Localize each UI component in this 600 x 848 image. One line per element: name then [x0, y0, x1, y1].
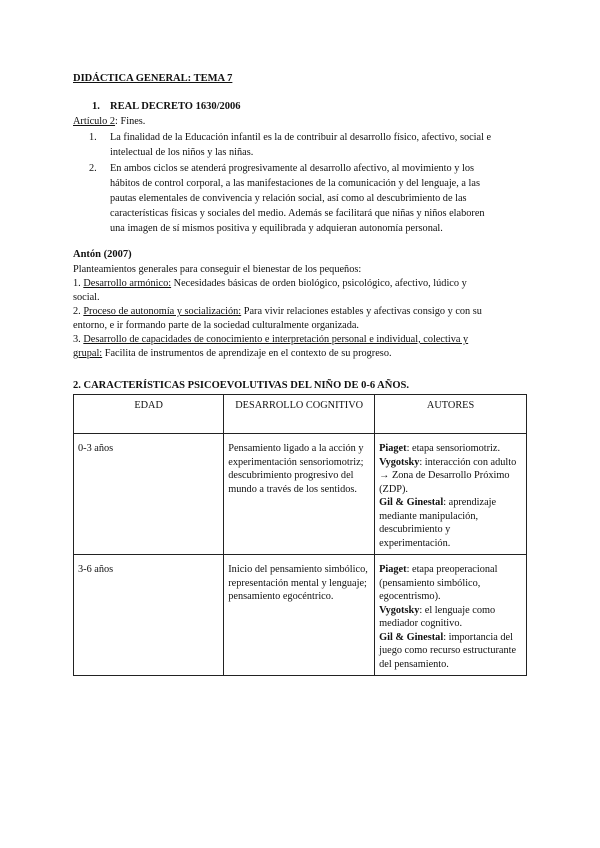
anton-body — [73, 263, 533, 361]
articulo-line — [73, 115, 145, 129]
section-1-number: 1. — [92, 101, 100, 112]
articulo-rest: : Fines. — [115, 116, 146, 127]
header-edad: EDAD — [74, 395, 224, 434]
table-row — [74, 434, 527, 555]
header-autores: AUTORES — [375, 395, 527, 434]
anton-intro: Planteamientos generales para conseguir el bienestar de los pequeños: — [73, 264, 362, 275]
header-desarrollo: DESARROLLO COGNITIVO — [224, 395, 375, 434]
anton-point-continuation: entorno, e ir formando parte de la sociedad culturalmente organizada. — [73, 320, 359, 331]
fines-item-line: características físicas y sociales del medio. Además se facilitará que niñas y niños elaboren — [110, 208, 485, 219]
author-name: Vygotsky — [379, 456, 420, 468]
fines-item-number: 1. — [89, 132, 97, 143]
author-name: Vygotsky — [379, 604, 420, 616]
fines-item-line: En ambos ciclos se atenderá progresivamente al desarrollo afectivo, al movimiento y los — [110, 163, 474, 174]
cell-autores: Piaget: etapa preoperacional (pensamiento simbólico, egocentrismo). Vygotsky: el lenguaje como mediador cognitivo. Gil & Ginestal: importancia del juego como recurso estructurante del pensamiento. — [375, 555, 527, 676]
anton-point-label: Proceso de autonomía y socialización: — [83, 306, 242, 317]
anton-point-1: 1. Desarrollo armónico: Necesidades básicas de orden biológico, psicológico, afectivo, lúdico y — [73, 278, 467, 289]
section-1-heading — [92, 101, 241, 112]
anton-point-continuation: grupal: Facilita de instrumentos de aprendizaje en el contexto de su progreso. — [73, 348, 392, 359]
psicoevolutivas-table — [73, 394, 527, 676]
author-name: Gil & Ginestal — [379, 497, 444, 508]
fines-item-line: una imagen de sí mismos positiva y equilibrada y adquieran autonomía personal. — [110, 223, 443, 234]
section-2-heading: 2. CARACTERÍSTICAS PSICOEVOLUTIVAS DEL NIÑO DE 0-6 AÑOS. — [73, 380, 409, 391]
anton-heading: Antón (2007) — [73, 249, 132, 260]
articulo-label: Artículo 2 — [73, 116, 116, 127]
anton-point-label: grupal: — [73, 348, 103, 359]
fines-item-line: intelectual de los niños y las niñas. — [110, 147, 254, 158]
anton-point-continuation: social. — [73, 292, 100, 303]
fines-item-line: hábitos de control corporal, a las manifestaciones de la comunicación y del lenguaje, a las — [110, 178, 480, 189]
cell-edad: 0-3 años — [74, 434, 224, 555]
author-name: Gil & Ginestal — [379, 631, 444, 643]
author-name: Piaget — [379, 443, 407, 454]
anton-point-label: Desarrollo armónico: — [83, 278, 172, 289]
anton-point-2: 2. Proceso de autonomía y socialización: Para vivir relaciones estables y afectivas consigo y con su — [73, 306, 482, 317]
document-title: DIDÁCTICA GENERAL: TEMA 7 — [73, 73, 233, 84]
fines-item-line: La finalidad de la Educación infantil es la de contribuir al desarrollo físico, afectivo, social e — [110, 132, 492, 143]
cell-edad: 3-6 años — [74, 555, 224, 676]
section-1-title: REAL DECRETO 1630/2006 — [110, 101, 241, 112]
anton-point-label: Desarrollo de capacidades de conocimiento e interpretación personal e individual, colectiva y — [83, 334, 469, 345]
fines-item-line: pautas elementales de convivencia y relación social, así como al descubrimiento de las — [110, 193, 467, 204]
cell-autores: Piaget: etapa sensoriomotriz. Vygotsky: interacción con adulto → Zona de Desarrollo Próximo (ZDP). Gil & Ginestal: aprendizaje mediante manipulación, descubrimiento y experimentación. — [375, 434, 527, 555]
author-name: Piaget — [379, 564, 407, 575]
fines-item-number: 2. — [89, 163, 97, 174]
table-row — [74, 555, 527, 676]
cell-desarrollo: Pensamiento ligado a la acción y experimentación sensoriomotriz; descubrimiento progresivo del mundo a través de los sentidos. — [224, 434, 375, 555]
table-header-row — [74, 395, 527, 434]
anton-point-3: 3. Desarrollo de capacidades de conocimiento e interpretación personal e individual, colectiva y — [73, 334, 469, 345]
cell-desarrollo: Inicio del pensamiento simbólico, representación mental y lenguaje; pensamiento egocéntrico. — [224, 555, 375, 676]
